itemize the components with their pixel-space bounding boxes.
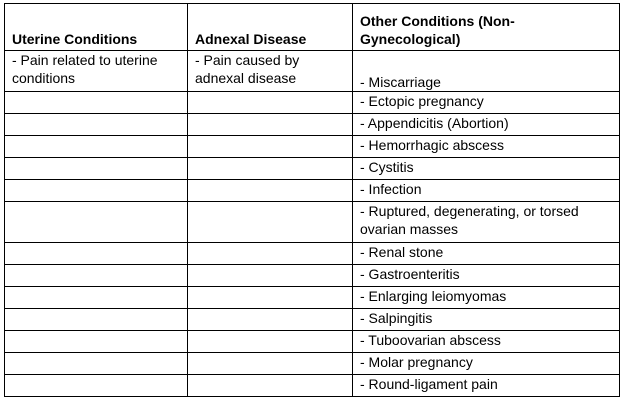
table-cell: - Tuboovarian abscess <box>353 331 620 353</box>
table-cell <box>5 202 188 243</box>
table-cell: - Cystitis <box>353 158 620 180</box>
table-cell <box>188 331 353 353</box>
table-cell <box>188 158 353 180</box>
conditions-table <box>4 3 620 397</box>
table-row <box>5 265 620 287</box>
table-row <box>5 309 620 331</box>
table-cell: - Pain related to uterine conditions <box>5 51 188 92</box>
table-cell <box>188 202 353 243</box>
table-row <box>5 180 620 202</box>
table-cell <box>5 309 188 331</box>
table-cell <box>5 287 188 309</box>
table-row <box>5 92 620 114</box>
table-cell <box>188 92 353 114</box>
table-cell <box>188 243 353 265</box>
table-cell: - Salpingitis <box>353 309 620 331</box>
table-row <box>5 158 620 180</box>
table-row <box>5 375 620 397</box>
table-cell <box>188 353 353 375</box>
table-cell <box>5 180 188 202</box>
table-cell: - Renal stone <box>353 243 620 265</box>
table-cell: - Gastroenteritis <box>353 265 620 287</box>
table-cell <box>188 114 353 136</box>
table-cell: - Ectopic pregnancy <box>353 92 620 114</box>
table-cell: - Pain caused by adnexal disease <box>188 51 353 92</box>
table-row <box>5 287 620 309</box>
table-cell <box>5 92 188 114</box>
table-cell <box>188 309 353 331</box>
table-row <box>5 353 620 375</box>
table-cell <box>5 158 188 180</box>
table-row <box>5 331 620 353</box>
table-cell: - Hemorrhagic abscess <box>353 136 620 158</box>
table-cell <box>5 243 188 265</box>
header-row <box>5 4 620 51</box>
table-row <box>5 243 620 265</box>
table-cell <box>188 287 353 309</box>
table-cell: - Miscarriage <box>353 51 620 92</box>
table-cell: - Appendicitis (Abortion) <box>353 114 620 136</box>
header-other-conditions: Other Conditions (Non-Gynecological) <box>353 4 620 51</box>
table-cell: - Enlarging leiomyomas <box>353 287 620 309</box>
table-cell: - Round-ligament pain <box>353 375 620 397</box>
table-cell <box>188 265 353 287</box>
table-cell: - Molar pregnancy <box>353 353 620 375</box>
table-cell <box>5 353 188 375</box>
table-row <box>5 136 620 158</box>
table-cell <box>188 136 353 158</box>
table-cell <box>188 180 353 202</box>
header-uterine-conditions: Uterine Conditions <box>5 4 188 51</box>
table-row <box>5 51 620 92</box>
table-row <box>5 202 620 243</box>
table-cell: - Ruptured, degenerating, or torsed ovarian masses <box>353 202 620 243</box>
table-cell <box>5 265 188 287</box>
table-cell <box>5 136 188 158</box>
table-cell <box>5 375 188 397</box>
table-cell <box>5 114 188 136</box>
header-adnexal-disease: Adnexal Disease <box>188 4 353 51</box>
table-cell <box>188 375 353 397</box>
table-cell: - Infection <box>353 180 620 202</box>
table-cell <box>5 331 188 353</box>
table-row <box>5 114 620 136</box>
